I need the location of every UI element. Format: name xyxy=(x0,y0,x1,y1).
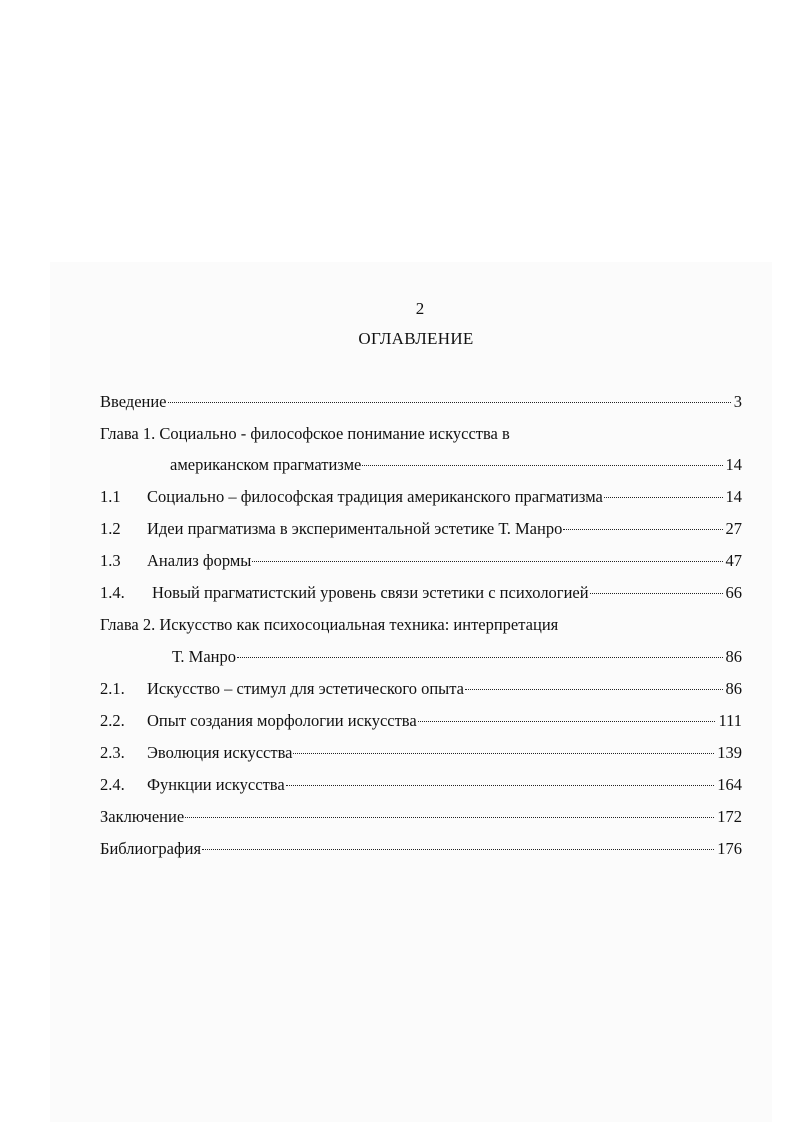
toc-entry-page: 176 xyxy=(717,839,742,858)
toc-section-number: 1.3 xyxy=(100,551,121,570)
toc-section-number: 1.1 xyxy=(100,487,121,506)
toc-section-number: 2.2. xyxy=(100,711,125,730)
toc-entry-section xyxy=(100,551,742,571)
toc-entry-section xyxy=(100,711,742,731)
toc-leader-dots xyxy=(286,785,715,786)
toc-entry-page: 14 xyxy=(725,455,742,474)
toc-entry-page: 86 xyxy=(725,679,742,698)
toc-entry-section xyxy=(100,583,742,603)
toc-leader-dots xyxy=(168,402,731,403)
toc-entry-title: Функции искусства xyxy=(147,775,285,794)
toc-entry-intro xyxy=(100,392,742,412)
toc-section-number: 2.1. xyxy=(100,679,125,698)
toc-leader-dots xyxy=(563,529,722,530)
toc-entry-page: 86 xyxy=(725,647,742,666)
toc-entry-title: Эволюция искусства xyxy=(147,743,293,762)
toc-leader-dots xyxy=(604,497,723,498)
toc-entry-page: 164 xyxy=(717,775,742,794)
toc-section-number: 2.3. xyxy=(100,743,125,762)
toc-entry-title: Библиография xyxy=(100,839,202,858)
toc-entry-title: Идеи прагматизма в экспериментальной эстетике Т. Манро xyxy=(147,519,563,538)
toc-entry-page: 3 xyxy=(733,392,742,411)
toc-entry-page: 47 xyxy=(725,551,742,570)
toc-entry-bibliography xyxy=(100,839,742,859)
toc-leader-dots xyxy=(185,817,714,818)
toc-entry-title: американском прагматизме xyxy=(170,455,362,474)
toc-section-number: 2.4. xyxy=(100,775,125,794)
toc-entry-page: 27 xyxy=(725,519,742,538)
toc-leader-dots xyxy=(237,657,722,658)
toc-leader-dots xyxy=(293,753,714,754)
toc-entry-title: Социально – философская традиция американского прагматизма xyxy=(147,487,603,506)
toc-chapter1-heading: Глава 1. Социально - философское понимание искусства в xyxy=(100,424,510,443)
toc-entry-chapter2 xyxy=(172,647,742,667)
page-number: 2 xyxy=(415,299,425,318)
toc-entry-section xyxy=(100,743,742,763)
toc-section-number: 1.4. xyxy=(100,583,125,602)
toc-entry-page: 111 xyxy=(718,711,742,730)
toc-entry-title: Заключение xyxy=(100,807,185,826)
toc-entry-title: Новый прагматистский уровень связи эстетики с психологией xyxy=(152,583,589,602)
toc-entry-title: Анализ формы xyxy=(147,551,252,570)
toc-entry-title: Искусство – стимул для эстетического опыта xyxy=(147,679,464,698)
toc-leader-dots xyxy=(465,689,723,690)
toc-leader-dots xyxy=(590,593,723,594)
toc-entry-title: Введение xyxy=(100,392,167,411)
toc-leader-dots xyxy=(202,849,714,850)
toc-entry-section xyxy=(100,487,742,507)
toc-heading: ОГЛАВЛЕНИЕ xyxy=(358,329,474,348)
toc-entry-page: 14 xyxy=(725,487,742,506)
toc-leader-dots xyxy=(418,721,716,722)
toc-entry-conclusion xyxy=(100,807,742,827)
toc-entry-title: Опыт создания морфологии искусства xyxy=(147,711,417,730)
toc-chapter2-heading: Глава 2. Искусство как психосоциальная техника: интерпретация xyxy=(100,615,559,634)
toc-entry-section xyxy=(100,679,742,699)
toc-entry-section xyxy=(100,519,742,539)
toc-entry-page: 66 xyxy=(725,583,742,602)
toc-entry-page: 172 xyxy=(717,807,742,826)
toc-leader-dots xyxy=(362,465,722,466)
toc-leader-dots xyxy=(252,561,722,562)
toc-entry-title: Т. Манро xyxy=(172,647,237,666)
toc-entry-chapter1 xyxy=(170,455,742,475)
toc-entry-section xyxy=(100,775,742,795)
toc-entry-page: 139 xyxy=(717,743,742,762)
toc-section-number: 1.2 xyxy=(100,519,121,538)
